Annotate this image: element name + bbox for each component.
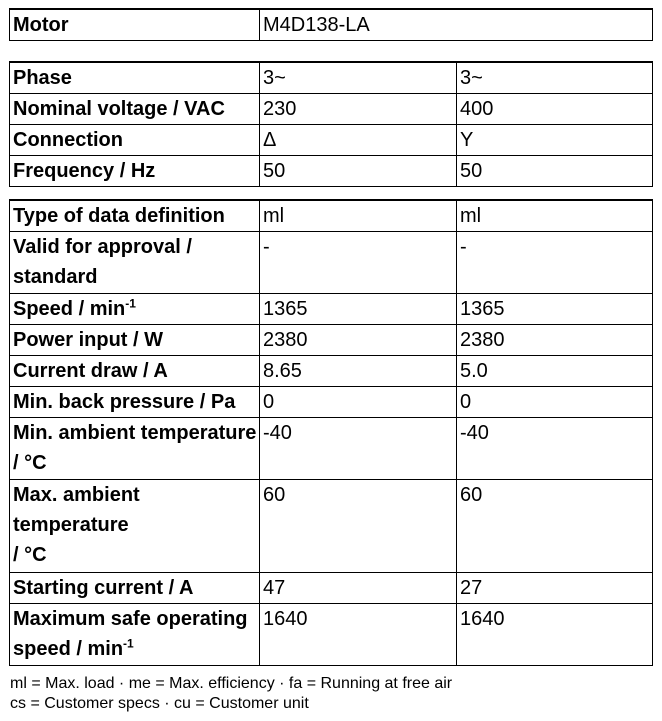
min-temp-value-1: -40 [260, 418, 457, 480]
table-row [10, 480, 653, 573]
table-row [10, 62, 653, 94]
max-temp-label-line3: / °C [13, 544, 47, 566]
table-row [10, 94, 653, 125]
table-row [10, 356, 653, 387]
max-temp-value-1: 60 [260, 480, 457, 573]
voltage-value-1: 230 [260, 94, 457, 125]
table-row [10, 200, 653, 232]
power-label: Power input / W [10, 325, 260, 356]
speed-label-text: Speed / min [13, 298, 126, 320]
footnote-line-2: cs = Customer specs · cu = Customer unit [10, 695, 309, 712]
max-temp-value-2: 60 [457, 480, 653, 573]
motor-value: M4D138-LA [260, 9, 653, 41]
type-def-label: Type of data definition [10, 200, 260, 232]
valid-label: Valid for approval / standard [10, 232, 260, 294]
electrical-table [9, 61, 653, 187]
table-row [10, 232, 653, 294]
table-row [10, 573, 653, 604]
valid-value-1: - [260, 232, 457, 294]
back-pressure-value-1: 0 [260, 387, 457, 418]
max-speed-value-2: 1640 [457, 604, 653, 666]
max-speed-label-sup: -1 [123, 636, 134, 651]
type-def-value-1: ml [260, 200, 457, 232]
back-pressure-label: Min. back pressure / Pa [10, 387, 260, 418]
connection-value-1: Δ [260, 125, 457, 156]
min-temp-value-2: -40 [457, 418, 653, 480]
frequency-value-2: 50 [457, 156, 653, 187]
table-row [10, 387, 653, 418]
power-value-1: 2380 [260, 325, 457, 356]
table-row [10, 294, 653, 325]
speed-value-2: 1365 [457, 294, 653, 325]
speed-value-1: 1365 [260, 294, 457, 325]
valid-value-2: - [457, 232, 653, 294]
max-temp-label [10, 480, 260, 573]
starting-current-label: Starting current / A [10, 573, 260, 604]
motor-label: Motor [10, 9, 260, 41]
footnote-line-1: ml = Max. load · me = Max. efficiency · fa = Running at free air [10, 675, 453, 692]
max-speed-label [10, 604, 260, 666]
current-value-1: 8.65 [260, 356, 457, 387]
voltage-value-2: 400 [457, 94, 653, 125]
voltage-label: Nominal voltage / VAC [10, 94, 260, 125]
table-row [10, 325, 653, 356]
frequency-label: Frequency / Hz [10, 156, 260, 187]
max-speed-value-1: 1640 [260, 604, 457, 666]
current-label: Current draw / A [10, 356, 260, 387]
motor-table [9, 8, 653, 41]
phase-label: Phase [10, 62, 260, 94]
connection-value-2: Y [457, 125, 653, 156]
starting-current-value-1: 47 [260, 573, 457, 604]
table-row [10, 418, 653, 480]
phase-value-2: 3~ [457, 62, 653, 94]
min-temp-label: Min. ambient temperature / °C [10, 418, 260, 480]
frequency-value-1: 50 [260, 156, 457, 187]
type-def-value-2: ml [457, 200, 653, 232]
back-pressure-value-2: 0 [457, 387, 653, 418]
table-row [10, 125, 653, 156]
speed-label-sup: -1 [125, 296, 136, 311]
performance-table [9, 199, 653, 666]
max-speed-label-text: Maximum safe operating speed / min [13, 608, 248, 660]
phase-value-1: 3~ [260, 62, 457, 94]
table-row [10, 604, 653, 666]
connection-label: Connection [10, 125, 260, 156]
table-row [10, 9, 653, 41]
table-row [10, 156, 653, 187]
starting-current-value-2: 27 [457, 573, 653, 604]
footnote [10, 674, 452, 714]
power-value-2: 2380 [457, 325, 653, 356]
max-temp-label-line1: Max. ambient [13, 484, 140, 506]
current-value-2: 5.0 [457, 356, 653, 387]
max-temp-label-line2: temperature [13, 514, 129, 536]
speed-label [10, 294, 260, 325]
